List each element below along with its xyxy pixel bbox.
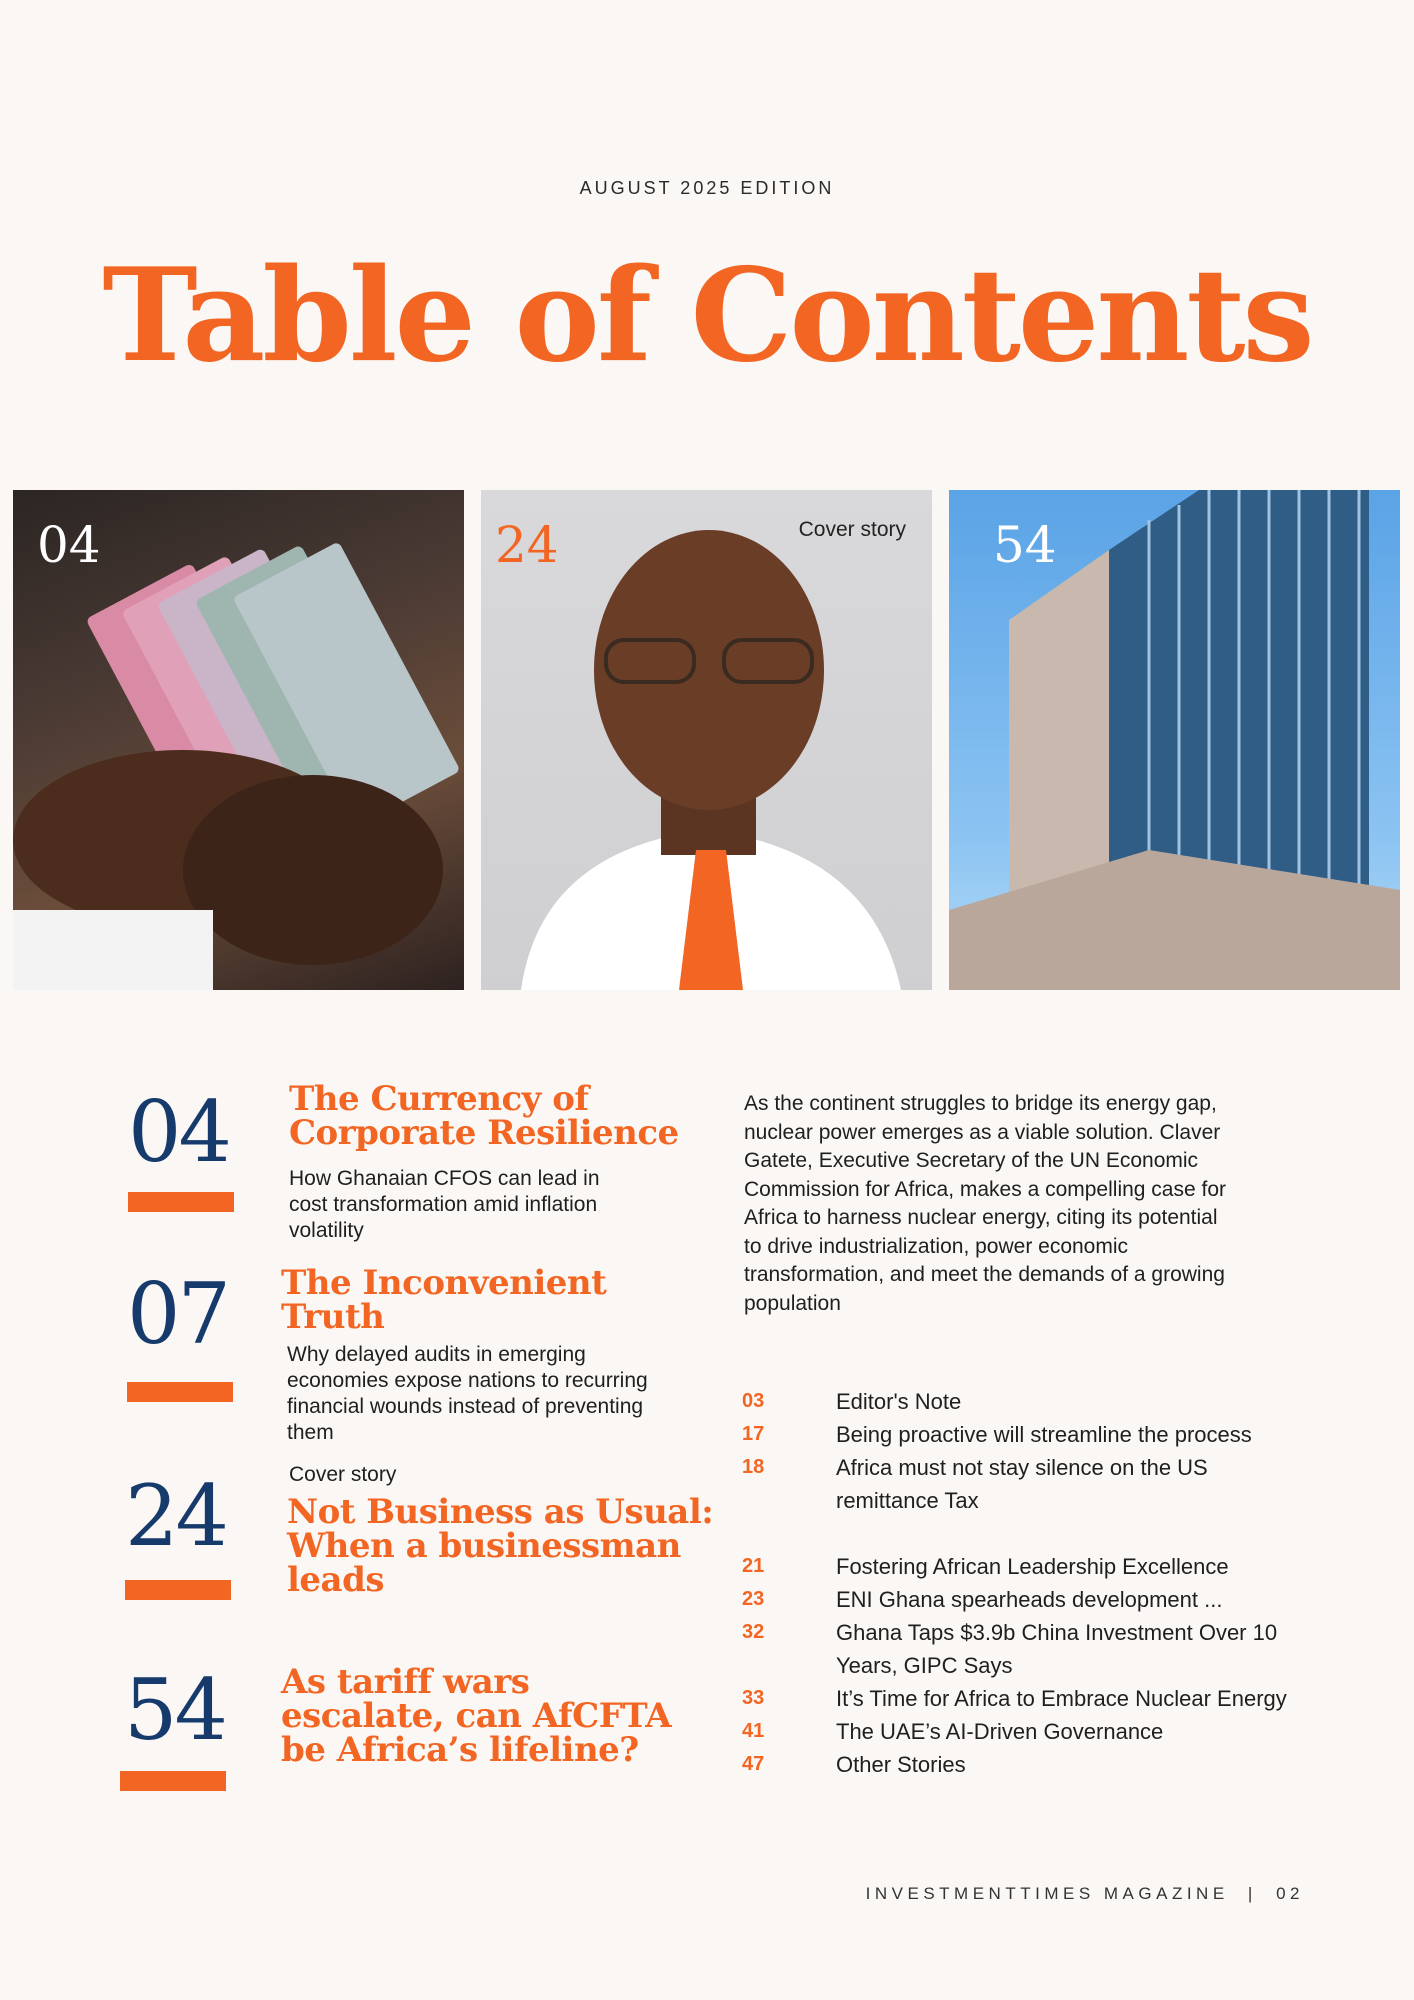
feature-page-number: 07 (127, 1265, 228, 1363)
face (594, 530, 824, 810)
list-item[interactable] (742, 1682, 1342, 1715)
list-item[interactable] (742, 1451, 1342, 1517)
list-item[interactable] (742, 1418, 1342, 1451)
list-item-page: 32 (742, 1621, 765, 1643)
feature-page-number: 04 (128, 1083, 229, 1181)
footer-brand: INVESTMENTTIMES MAGAZINE (865, 1884, 1229, 1903)
list-item[interactable] (742, 1550, 1342, 1583)
photo-page-number: 24 (495, 516, 559, 574)
photo-page-number: 54 (993, 516, 1057, 574)
list-item-page: 23 (742, 1588, 765, 1610)
list-item-page: 17 (742, 1423, 765, 1445)
page-footer (866, 1884, 1304, 1904)
shirt-cuff (13, 910, 213, 990)
list-item-title: Ghana Taps $3.9b China Investment Over 10 Years, GIPC Says (836, 1620, 1278, 1678)
feature-title[interactable]: As tariff wars escalate, can AfCFTA be Africa’s lifeline? (281, 1662, 672, 1770)
cover-story-label: Cover story (798, 518, 906, 541)
list-item-page: 41 (742, 1720, 765, 1742)
feature-description: Why delayed audits in emerging economies expose nations to recurring financial wounds instead of preventing them (287, 1343, 648, 1444)
feature-page-number: 54 (124, 1661, 225, 1759)
feature-title[interactable]: Not Business as Usual: When a businessman leads (287, 1492, 714, 1600)
list-item[interactable] (742, 1385, 1342, 1418)
page-title: Table of Contents (102, 241, 1312, 391)
list-item-title: ENI Ghana spearheads development ... (836, 1587, 1223, 1612)
feature-photo-cover[interactable] (481, 490, 932, 990)
edition-label: AUGUST 2025 EDITION (579, 178, 835, 198)
list-item-page: 18 (742, 1456, 765, 1478)
feature-title[interactable]: The Currency of Corporate Resilience (289, 1079, 679, 1153)
list-item-title: Being proactive will streamline the process (836, 1422, 1252, 1447)
list-item-page: 47 (742, 1753, 765, 1775)
cover-story-label: Cover story (289, 1463, 397, 1486)
list-item-title: Editor's Note (836, 1389, 962, 1414)
footer-separator: | (1247, 1884, 1257, 1903)
accent-bar (125, 1580, 231, 1600)
contents-list (742, 1385, 1342, 1517)
contents-list (742, 1550, 1342, 1781)
list-item-page: 21 (742, 1555, 765, 1577)
list-item[interactable] (742, 1748, 1342, 1781)
feature-title[interactable]: The Inconvenient Truth (281, 1263, 607, 1337)
list-item[interactable] (742, 1583, 1342, 1616)
list-item-title: It’s Time for Africa to Embrace Nuclear Energy (836, 1686, 1287, 1711)
accent-bar (120, 1771, 226, 1791)
hand-right (183, 775, 443, 965)
list-item-title: Fostering African Leadership Excellence (836, 1554, 1229, 1579)
feature-description: How Ghanaian CFOS can lead in cost transformation amid inflation volatility (289, 1167, 600, 1242)
accent-bar (127, 1382, 233, 1402)
feature-photo-currency[interactable] (13, 490, 464, 990)
photo-page-number: 04 (37, 516, 101, 574)
list-item-title: The UAE’s AI-Driven Governance (836, 1719, 1164, 1744)
accent-bar (128, 1192, 234, 1212)
list-item[interactable] (742, 1616, 1342, 1682)
list-item-page: 33 (742, 1687, 765, 1709)
list-item-title: Africa must not stay silence on the US remittance Tax (836, 1455, 1208, 1513)
footer-page-number: 02 (1276, 1884, 1304, 1903)
feature-page-number: 24 (125, 1467, 226, 1565)
list-item[interactable] (742, 1715, 1342, 1748)
nuclear-energy-intro: As the continent struggles to bridge its energy gap, nuclear power emerges as a viable solution. Claver Gatete, Executive Secretary of the UN Economic Commission for Africa, makes a compelling case for Africa to harness nuclear energy, citing its potential to drive industrialization, power economic transformation, and meet the demands of a growing population (744, 1092, 1227, 1315)
list-item-title: Other Stories (836, 1752, 966, 1777)
list-item-page: 03 (742, 1390, 765, 1412)
feature-photo-tower[interactable] (949, 490, 1400, 990)
